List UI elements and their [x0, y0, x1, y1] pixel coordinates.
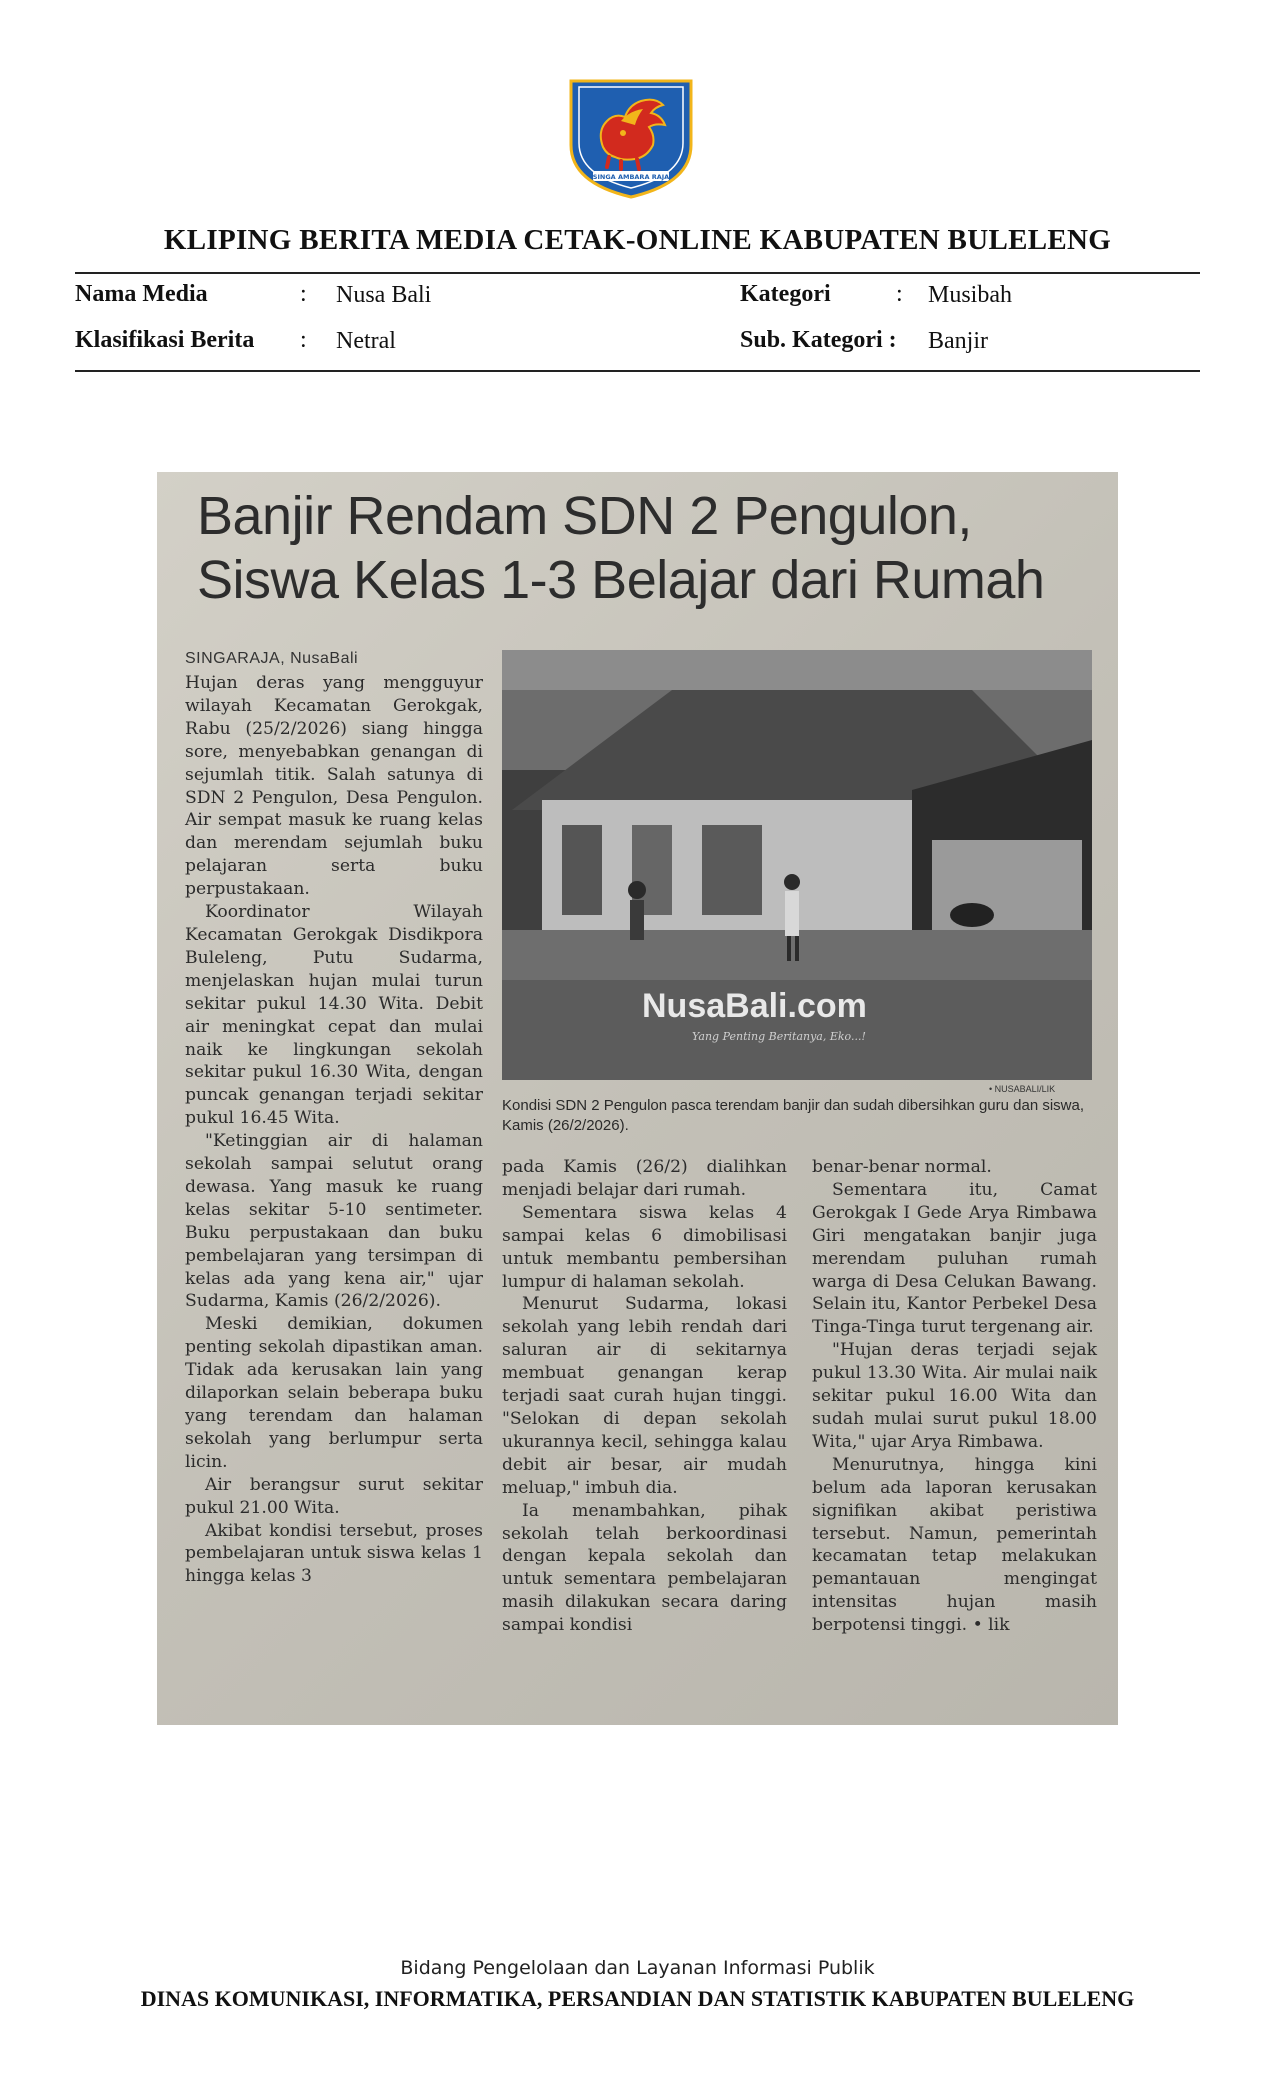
article-dateline: SINGARAJA, NusaBali — [185, 650, 359, 667]
article-column-3 — [812, 1156, 1097, 1716]
photo-watermark: NusaBali.com — [642, 987, 867, 1025]
kategori-label: Kategori — [740, 281, 831, 307]
col3-paragraph: Sementara itu, Camat Gerokgak I Gede Arya Rimbawa Giri mengatakan banjir juga merendam puluhan rumah warga di Desa Celukan Bawang. Selain itu, Kantor Perbekel Desa Tinga-Tinga turut tergenang air. — [812, 1179, 1097, 1338]
buleleng-regency-logo — [563, 75, 699, 201]
headline-line-1: Banjir Rendam SDN 2 Pengulon, — [197, 486, 972, 546]
footer-agency: DINAS KOMUNIKASI, INFORMATIKA, PERSANDIAN DAN STATISTIK KABUPATEN BULELENG — [140, 1986, 1135, 2011]
photo-caption: Kondisi SDN 2 Pengulon pasca terendam banjir dan sudah dibersihkan guru dan siswa, Kamis (26/2/2026). — [502, 1097, 1085, 1134]
col2-paragraph: pada Kamis (26/2) dialihkan menjadi belajar dari rumah. — [502, 1157, 787, 1200]
header-divider-top — [75, 272, 1200, 274]
article-column-1 — [185, 672, 483, 1712]
article-column-2 — [502, 1156, 787, 1716]
kategori-value: Musibah — [928, 282, 1012, 308]
footer-division: Bidang Pengelolaan dan Layanan Informasi Publik — [400, 1957, 875, 1979]
newspaper-clipping — [157, 472, 1118, 1725]
article-headline — [197, 484, 1097, 612]
col3-paragraph: Menurutnya, hingga kini belum ada laporan kerusakan signifikan akibat peristiwa tersebut. Namun, pemerintah kecamatan tetap melakukan pemantauan mengingat intensitas hujan masih berpotensi tinggi. • lik — [812, 1454, 1097, 1636]
col1-paragraph: Meski demikian, dokumen penting sekolah dipastikan aman. Tidak ada kerusakan lain yang dilaporkan selain beberapa buku yang terendam dan halaman sekolah yang berlumpur serta licin. — [185, 1314, 483, 1472]
nama-media-label: Nama Media — [75, 281, 208, 307]
nama-media-colon: : — [300, 281, 307, 307]
header-divider-bottom — [75, 370, 1200, 372]
klasifikasi-colon: : — [300, 327, 307, 353]
klasifikasi-label: Klasifikasi Berita — [75, 327, 255, 353]
school-flood-photo — [502, 650, 1092, 1080]
photo-tagline: Yang Penting Beritanya, Eko...! — [692, 1030, 866, 1043]
col1-paragraph: Hujan deras yang mengguyur wilayah Kecamatan Gerokgak, Rabu (25/2/2026) siang hingga sore, menyebabkan genangan di sejumlah titik. Salah satunya di SDN 2 Pengulon, Desa Pengulon. Air sempat masuk ke ruang kelas dan merendam sejumlah buku pelajaran serta buku perpustakaan. — [185, 673, 483, 900]
logo-motto-text: SINGA AMBARA RAJA — [592, 173, 670, 181]
kategori-colon: : — [896, 281, 903, 307]
sub-kategori-label: Sub. Kategori : — [740, 327, 897, 353]
col3-paragraph: benar-benar normal. — [812, 1157, 992, 1177]
col1-paragraph: Koordinator Wilayah Kecamatan Gerokgak Disdikpora Buleleng, Putu Sudarma, menjelaskan hujan mulai turun sekitar pukul 14.30 Wita. Debit air meningkat cepat dan mulai naik ke lingkungan sekolah sekitar pukul 16.30 Wita, dengan puncak genangan terjadi sekitar pukul 16.45 Wita. — [185, 902, 483, 1129]
col2-paragraph: Sementara siswa kelas 4 sampai kelas 6 dimobilisasi untuk membantu pembersihan lumpur di halaman sekolah. — [502, 1202, 787, 1292]
col1-paragraph: Akibat kondisi tersebut, proses pembelajaran untuk siswa kelas 1 hingga kelas 3 — [185, 1520, 483, 1587]
klasifikasi-value: Netral — [336, 328, 396, 354]
col1-paragraph: "Ketinggian air di halaman sekolah sampai selutut orang dewasa. Yang masuk ke ruang kelas sekitar 5-10 sentimeter. Buku perpustakaan dan buku pembelajaran yang tersimpan di kelas ada yang kena air," ujar Sudarma, Kamis (26/2/2026). — [185, 1131, 483, 1312]
col1-paragraph: Air berangsur surut sekitar pukul 21.00 Wita. — [185, 1474, 483, 1518]
sub-kategori-value: Banjir — [928, 328, 988, 354]
col3-paragraph: "Hujan deras terjadi sejak pukul 13.30 Wita. Air mulai naik sekitar pukul 16.00 Wita dan sudah mulai surut pukul 18.00 Wita," ujar Arya Rimbawa. — [812, 1340, 1097, 1452]
page-title: KLIPING BERITA MEDIA CETAK-ONLINE KABUPATEN BULELENG — [163, 224, 1112, 256]
nama-media-value: Nusa Bali — [336, 282, 432, 308]
headline-line-2: Siswa Kelas 1-3 Belajar dari Rumah — [197, 550, 1045, 610]
col2-paragraph: Ia menambahkan, pihak sekolah telah berkoordinasi dengan kepala sekolah dan untuk sementara pembelajaran masih dilakukan secara daring sampai kondisi — [502, 1500, 787, 1636]
photo-credit: • NUSABALI/LIK — [989, 1084, 1056, 1094]
col2-paragraph: Menurut Sudarma, lokasi sekolah yang lebih rendah dari saluran air di sekitarnya membuat genangan kerap terjadi saat curah hujan tinggi. "Selokan di depan sekolah ukurannya kecil, sehingga kalau debit air besar, air mudah meluap," imbuh dia. — [502, 1294, 787, 1498]
